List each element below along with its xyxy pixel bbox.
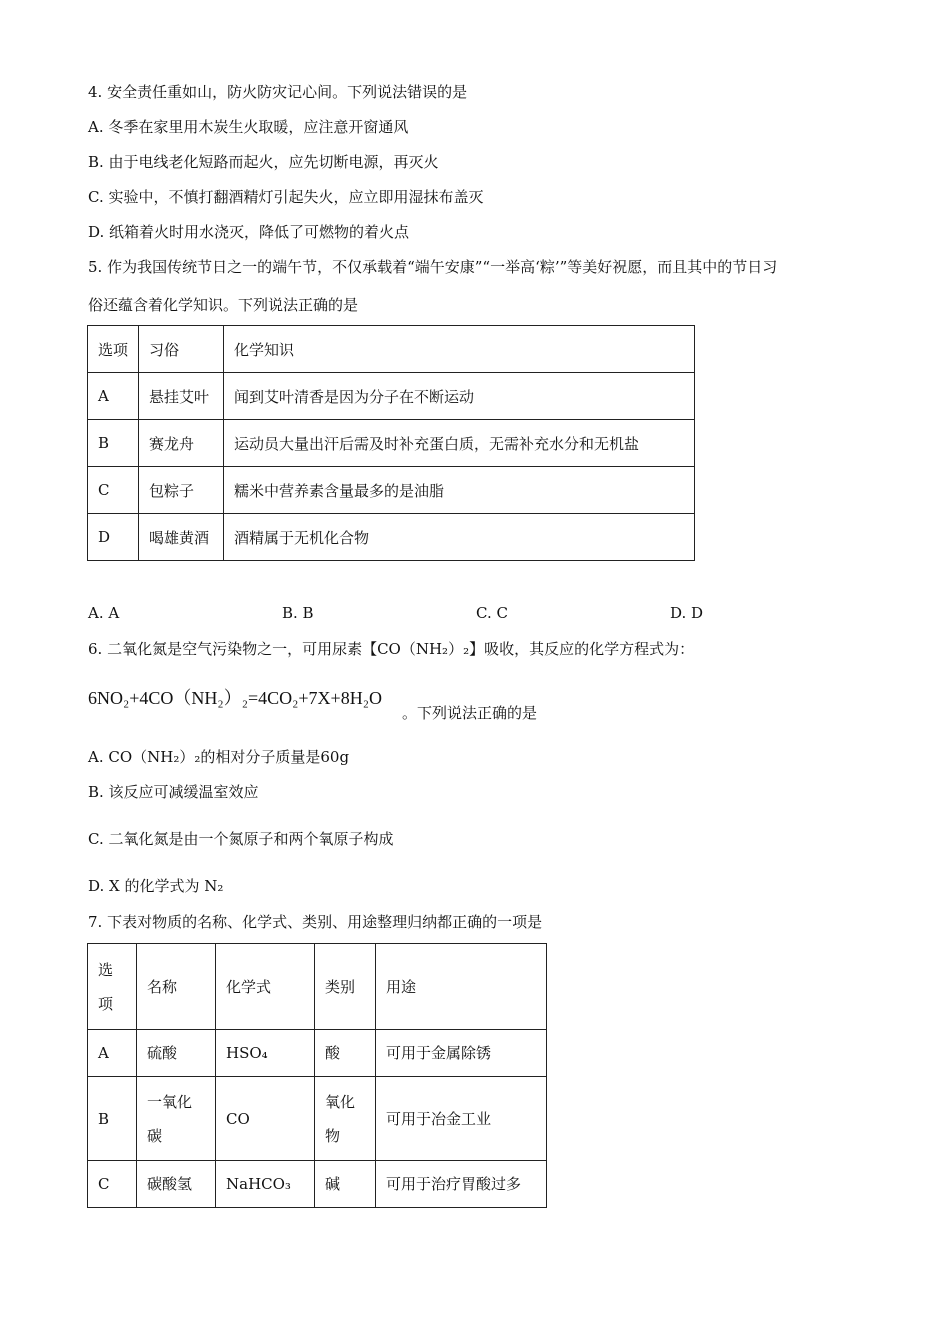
table-row: [88, 420, 695, 467]
table-cell: CO: [216, 1077, 315, 1161]
table-cell: D: [88, 514, 139, 561]
header-cell: 用途: [376, 944, 547, 1030]
q6-option-d: D. X 的化学式为 N₂: [88, 877, 224, 895]
header-cell: 化学知识: [224, 326, 695, 373]
table-cell: 氧化物: [315, 1077, 376, 1161]
table-cell: 悬挂艾叶: [139, 373, 224, 420]
table-cell: 可用于金属除锈: [376, 1030, 547, 1077]
header-cell: 名称: [137, 944, 216, 1030]
q6-equation-tail: 。下列说法正确的是: [402, 704, 538, 722]
table-cell: 硫酸: [137, 1030, 216, 1077]
table-header-row: [88, 944, 547, 1030]
table-cell: A: [88, 373, 139, 420]
table-cell: A: [88, 1030, 137, 1077]
table-cell: 碳酸氢: [137, 1161, 216, 1208]
q5-stem-line2: 俗还蕴含着化学知识。下列说法正确的是: [88, 296, 359, 314]
header-cell: 习俗: [139, 326, 224, 373]
q4-option-d: D. 纸箱着火时用水浇灭，降低了可燃物的着火点: [88, 223, 410, 241]
table-cell: 可用于治疗胃酸过多: [376, 1161, 547, 1208]
q6-option-b: B. 该反应可减缓温室效应: [88, 783, 259, 801]
q6-option-c: C. 二氧化氮是由一个氮原子和两个氧原子构成: [88, 830, 394, 848]
header-cell: 化学式: [216, 944, 315, 1030]
q6-stem: 6. 二氧化氮是空气污染物之一，可用尿素【CO（NH₂）₂】吸收，其反应的化学方程式为：: [88, 640, 695, 658]
table-row: [88, 514, 695, 561]
table-row: [88, 373, 695, 420]
table-header-row: [88, 326, 695, 373]
q5-answer-d: D. D: [670, 604, 704, 622]
table-row: [88, 1077, 547, 1161]
table-cell: 酸: [315, 1030, 376, 1077]
q6-option-a: A. CO（NH₂）₂的相对分子质量是60g: [88, 748, 350, 766]
q4-option-c: C. 实验中，不慎打翻酒精灯引起失火，应立即用湿抹布盖灭: [88, 188, 484, 206]
table-cell: 碱: [315, 1161, 376, 1208]
table-cell: 喝雄黄酒: [139, 514, 224, 561]
table-row: [88, 1161, 547, 1208]
table-cell: 赛龙舟: [139, 420, 224, 467]
q5-stem-line1: 5. 作为我国传统节日之一的端午节，不仅承载着“端午安康”“一举高‘粽’”等美好祝愿，而且其中的节日习: [88, 258, 778, 276]
table-cell: 糯米中营养素含量最多的是油脂: [224, 467, 695, 514]
header-cell: 选项: [88, 326, 139, 373]
q4-option-a: A. 冬季在家里用木炭生火取暖，应注意开窗通风: [88, 118, 409, 136]
table-cell: C: [88, 1161, 137, 1208]
table-row: [88, 1030, 547, 1077]
q7-stem: 7. 下表对物质的名称、化学式、类别、用途整理归纳都正确的一项是: [88, 913, 543, 931]
q7-table: [87, 943, 547, 1208]
q5-answer-c: C. C: [476, 604, 508, 622]
q6-equation: 6NO₂+4CO（NH₂）₂=4CO₂+7X+8H₂O: [88, 688, 382, 708]
table-cell: 闻到艾叶清香是因为分子在不断运动: [224, 373, 695, 420]
table-cell: HSO₄: [216, 1030, 315, 1077]
q5-answer-b: B. B: [282, 604, 314, 622]
table-cell: C: [88, 467, 139, 514]
table-cell: NaHCO₃: [216, 1161, 315, 1208]
q5-answer-a: A. A: [88, 604, 120, 622]
q4-stem: 4. 安全责任重如山，防火防灾记心间。下列说法错误的是: [88, 83, 468, 101]
table-cell: 可用于冶金工业: [376, 1077, 547, 1161]
table-cell: B: [88, 420, 139, 467]
q5-table: [87, 325, 695, 561]
table-cell: 一氧化碳: [137, 1077, 216, 1161]
table-row: [88, 467, 695, 514]
table-cell: 包粽子: [139, 467, 224, 514]
table-cell: B: [88, 1077, 137, 1161]
q4-option-b: B. 由于电线老化短路而起火，应先切断电源，再灭火: [88, 153, 439, 171]
header-cell: 选项: [88, 944, 137, 1030]
table-cell: 运动员大量出汗后需及时补充蛋白质，无需补充水分和无机盐: [224, 420, 695, 467]
header-cell: 类别: [315, 944, 376, 1030]
table-cell: 酒精属于无机化合物: [224, 514, 695, 561]
